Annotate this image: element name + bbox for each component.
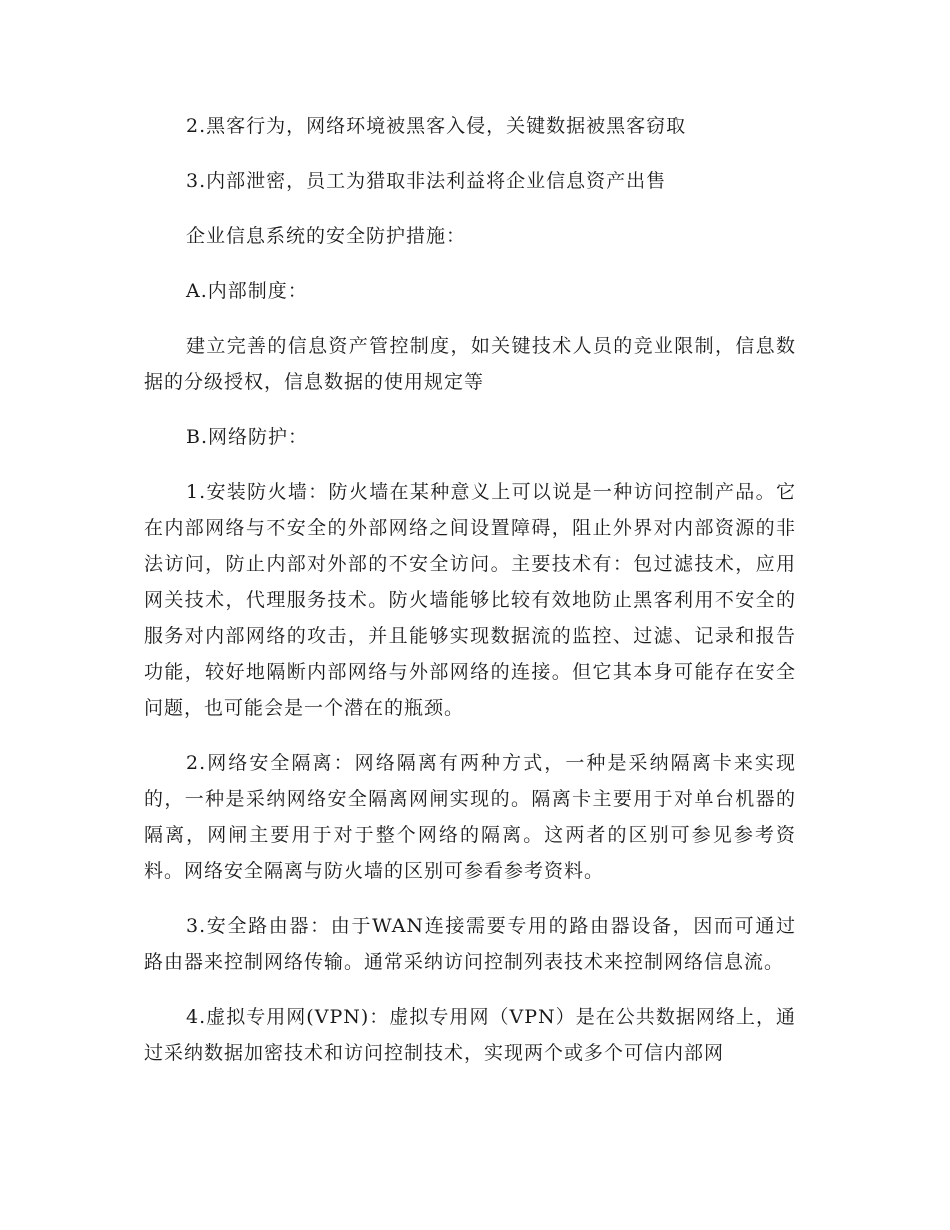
paragraph-firewall: 1.安装防火墙：防火墙在某种意义上可以说是一种访问控制产品。它在内部网络与不安全的外部网络之间设置障碍，阻止外界对内部资源的非法访问，防止内部对外部的不安全访问。主要技术有：包过滤技术，应用网关技术，代理服务技术。防火墙能够比较有效地防止黑客利用不安全的服务对内部网络的攻击，并且能够实现数据流的监控、过滤、记录和报告功能，较好地隔断内部网络与外部网络的连接。但它其本身可能存在安全问题，也可能会是一个潜在的瓶颈。 xyxy=(144,481,796,719)
paragraph-gap xyxy=(144,455,796,474)
paragraph-network-isolation: 2.网络安全隔离：网络隔离有两种方式，一种是采纳隔离卡来实现的，一种是采纳网络安全隔离网闸实现的。隔离卡主要用于对单台机器的隔离，网闸主要用于对于整个网络的隔离。这两者的区别可参见参考资料。网络安全隔离与防火墙的区别可参看参考资料。 xyxy=(144,752,796,882)
document-body xyxy=(144,108,796,1071)
paragraph-vpn: 4.虚拟专用网(VPN)：虚拟专用网（VPN）是在公共数据网络上，通过采纳数据加密技术和访问控制技术，实现两个或多个可信内部网 xyxy=(144,1006,796,1064)
paragraph-asset-control: 建立完善的信息资产管控制度，如关键技术人员的竞业限制，信息数据的分级授权，信息数据的使用规定等 xyxy=(144,335,796,393)
subheading-network-protection: B.网络防护： xyxy=(186,426,309,448)
paragraph-gap xyxy=(144,309,796,328)
paragraph-internal-leak: 3.内部泄密，员工为猎取非法利益将企业信息资产出售 xyxy=(186,170,667,192)
paragraph-gap xyxy=(144,980,796,999)
section-heading-protection-measures: 企业信息系统的安全防护措施： xyxy=(186,225,467,247)
paragraph-hacker-behavior: 2.黑客行为，网络环境被黑客入侵，关键数据被黑客窃取 xyxy=(186,115,687,137)
paragraph-gap xyxy=(144,199,796,218)
subheading-internal-system: A.内部制度： xyxy=(186,280,308,302)
paragraph-gap xyxy=(144,254,796,273)
paragraph-gap xyxy=(144,889,796,908)
paragraph-gap xyxy=(144,144,796,163)
paragraph-gap xyxy=(144,400,796,419)
paragraph-gap xyxy=(144,726,796,745)
paragraph-secure-router: 3.安全路由器：由于WAN连接需要专用的路由器设备，因而可通过路由器来控制网络传输。通常采纳访问控制列表技术来控制网络信息流。 xyxy=(144,915,796,973)
